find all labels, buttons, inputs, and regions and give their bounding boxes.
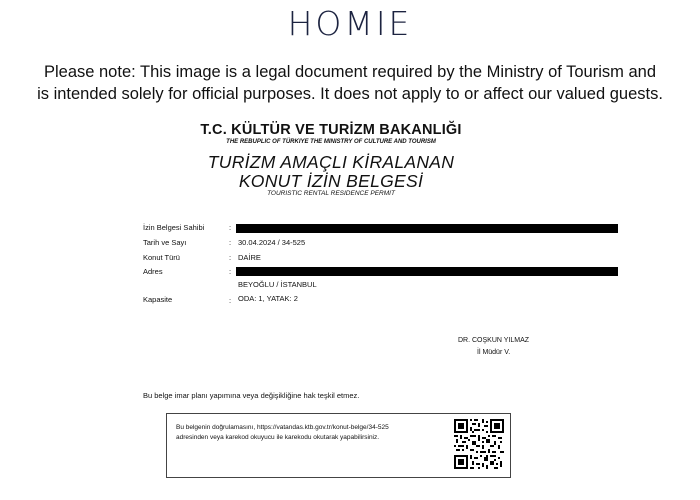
permit-title-line-2: KONUT İZİN BELGESİ (238, 171, 424, 191)
legal-notice-line-2: is intended solely for official purposes. It does not apply to or affect our valued guests. (37, 85, 663, 103)
field-value-residence-type: DAİRE (238, 253, 261, 262)
redaction-bar-address (236, 267, 618, 276)
redaction-bar-permit-holder (236, 224, 618, 233)
field-label-date-number: Tarih ve Sayı (143, 238, 187, 247)
verification-line-2: adresinden veya karekod okuyucu ile karekodu okutarak yapabilirsiniz. (176, 434, 380, 441)
field-colon: : (229, 238, 232, 247)
legal-notice (20, 61, 680, 105)
field-value-district-city: BEYOĞLU / İSTANBUL (238, 280, 317, 289)
verification-text (176, 423, 436, 443)
permit-title-en: TOURISTIC RENTAL RESIDENCE PERMIT (267, 190, 395, 197)
field-label-capacity: Kapasite (143, 295, 173, 304)
ministry-name-en: THE REBUPLIC OF TÜRKIYE THE MINISTRY OF CULTURE AND TOURISM (226, 139, 436, 145)
field-colon: : (229, 223, 232, 232)
legal-notice-line-1: Please note: This image is a legal document required by the Ministry of Tourism and (43, 63, 657, 81)
permit-title (0, 153, 662, 191)
field-colon: : (229, 267, 232, 276)
field-label-residence-type: Konut Türü (143, 253, 180, 262)
field-value-date-number: 30.04.2024 / 34-525 (238, 238, 306, 247)
footnote: Bu belge imar planı yapımına veya değişikliğine hak teşkil etmez. (143, 391, 360, 400)
signatory-title: İl Müdür V. (477, 349, 511, 356)
signatory-name: DR. COŞKUN YILMAZ (458, 337, 530, 344)
field-value-capacity: ODA: 1, YATAK: 2 (238, 294, 298, 303)
field-colon: : (229, 296, 232, 305)
field-colon: : (229, 253, 232, 262)
brand-logo: HOMIE (287, 4, 413, 43)
ministry-name: T.C. KÜLTÜR VE TURİZM BAKANLIĞI (200, 122, 462, 138)
permit-title-line-1: TURİZM AMAÇLI KİRALANAN (207, 152, 455, 172)
qr-code-icon (454, 419, 504, 469)
field-label-address: Adres (143, 267, 163, 276)
verification-line-1: Bu belgenin doğrulamasını, https://vatandas.ktb.gov.tr/konut-belge/34-525 (176, 424, 389, 431)
field-label-permit-holder: İzin Belgesi Sahibi (143, 223, 205, 232)
